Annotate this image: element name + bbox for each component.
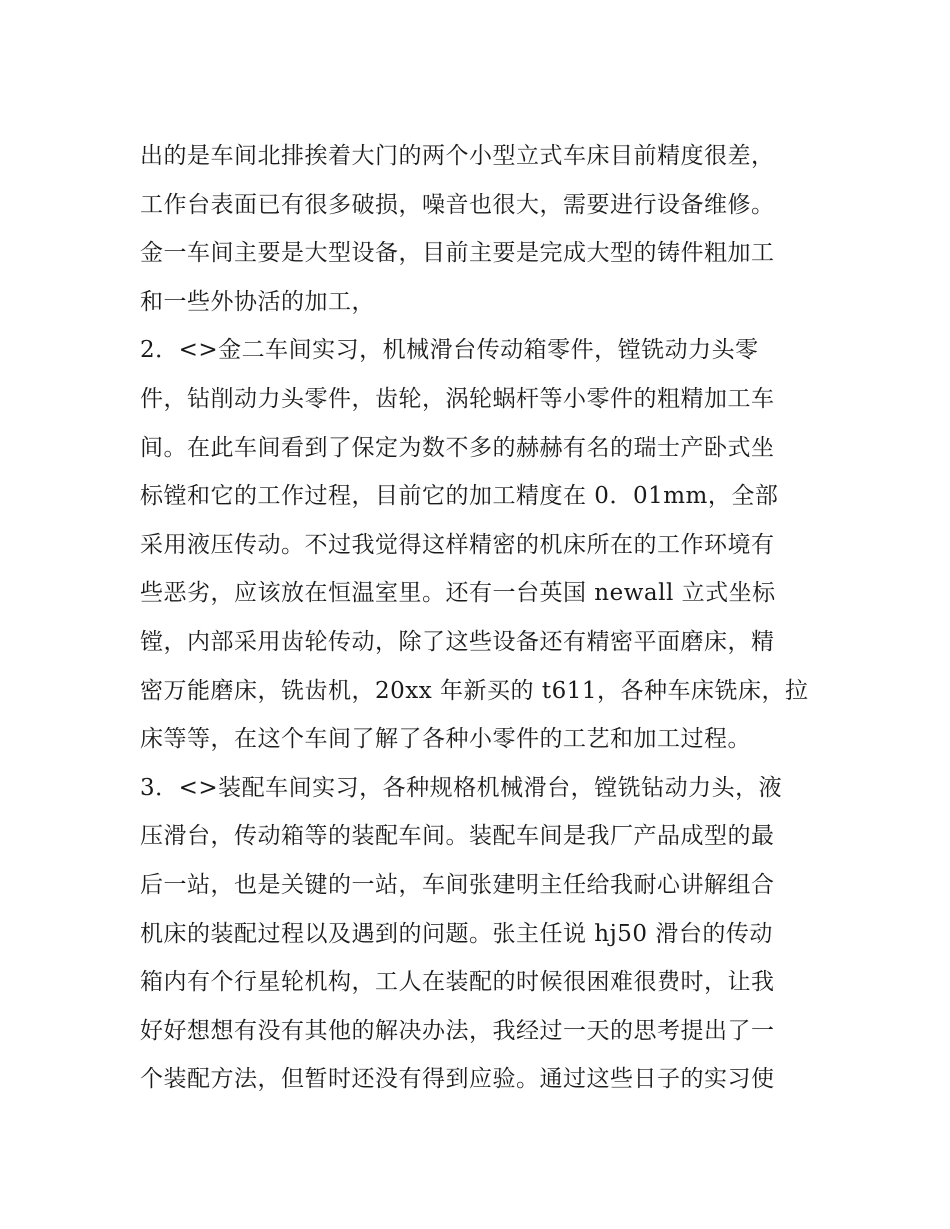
- body-text: [140, 132, 820, 1104]
- text-line: 工作台表面已有很多破损，噪音也很大，需要进行设备维修。: [140, 191, 775, 218]
- text-line: 间。在此车间看到了保定为数不多的赫赫有名的瑞士产卧式坐: [140, 434, 775, 461]
- text-line: 标镗和它的工作过程，目前它的加工精度在 0．01mm，全部: [140, 483, 779, 510]
- text-line: 床等等，在这个车间了解了各种小零件的工艺和加工过程。: [140, 726, 751, 753]
- text-line: 机床的装配过程以及遇到的问题。张主任说 hj50 滑台的传动: [140, 920, 773, 947]
- text-line: 压滑台，传动箱等的装配车间。装配车间是我厂产品成型的最: [140, 823, 775, 850]
- text-line: 件，钻削动力头零件，齿轮，涡轮蜗杆等小零件的粗精加工车: [140, 385, 775, 412]
- text-line: 好好想想有没有其他的解决办法，我经过一天的思考提出了一: [140, 1017, 775, 1044]
- text-line: 3．<>装配车间实习，各种规格机械滑台，镗铣钻动力头，液: [140, 774, 783, 801]
- text-line: 个装配方法，但暂时还没有得到应验。通过这些日子的实习使: [140, 1066, 775, 1093]
- text-line: 箱内有个行星轮机构，工人在装配的时候很困难很费时，让我: [140, 969, 775, 996]
- text-line: 金一车间主要是大型设备，目前主要是完成大型的铸件粗加工: [140, 240, 775, 267]
- text-line: 2．<>金二车间实习，机械滑台传动箱零件，镗铣动力头零: [140, 337, 759, 364]
- text-line: 采用液压传动。不过我觉得这样精密的机床所在的工作环境有: [140, 531, 775, 558]
- text-line: 后一站，也是关键的一站，车间张建明主任给我耐心讲解组合: [140, 871, 775, 898]
- text-line: 密万能磨床，铣齿机，20xx 年新买的 t611，各种车床铣床，拉: [140, 677, 809, 704]
- text-line: 出的是车间北排挨着大门的两个小型立式车床目前精度很差，: [140, 143, 775, 169]
- text-line: 些恶劣，应该放在恒温室里。还有一台英国 newall 立式坐标: [140, 580, 776, 607]
- text-line: 和一些外协活的加工，: [140, 288, 375, 315]
- text-line: 镗，内部采用齿轮传动，除了这些设备还有精密平面磨床，精: [140, 628, 775, 655]
